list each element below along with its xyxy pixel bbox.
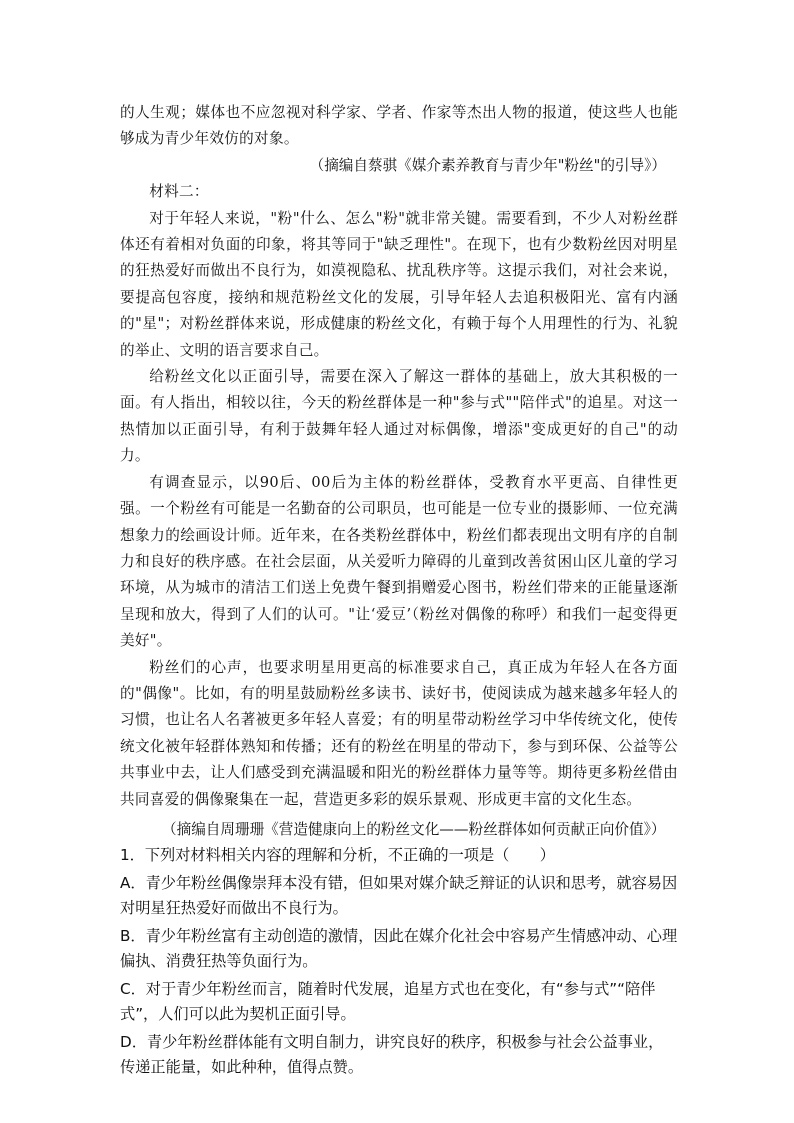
question-block xyxy=(120,843,678,1081)
page-content xyxy=(120,100,678,1081)
question-stem: 1．下列对材料相关内容的理解和分析，不正确的一项是（ ） xyxy=(120,846,555,865)
material1-source: （摘编自蔡骐《媒介素养教育与青少年"粉丝"的引导》） xyxy=(309,156,666,174)
option-b[interactable]: B．青少年粉丝富有主动创造的激情，因此在媒介化社会中容易产生情感冲动、心理偏执、消费狂热等负面行为。 xyxy=(120,926,678,971)
material2-paragraph: 给粉丝文化以正面引导，需要在深入了解这一群体的基础上，放大其积极的一面。有人指出，相较以往，今天的粉丝群体是一种"参与式""陪伴式"的追星。对这一热情加以正面引导，有利于鼓舞年轻人通过对标偶像，增添"变成更好的自己"的动力。 xyxy=(120,368,678,465)
option-a[interactable]: A．青少年粉丝偶像崇拜本没有错，但如果对媒介缺乏辩证的认识和思考，就容易因对明星狂热爱好而做出不良行为。 xyxy=(120,873,678,918)
material1-tail-paragraph: 的人生观；媒体也不应忽视对科学家、学者、作家等杰出人物的报道，使这些人也能够成为青少年效仿的对象。 xyxy=(120,104,678,148)
option-c[interactable]: C．对于青少年粉丝而言，随着时代发展，追星方式也在变化，有“参与式”“陪伴式”，人们可以此为契机正面引导。 xyxy=(120,979,656,1024)
option-d[interactable]: D．青少年粉丝群体能有文明自制力，讲究良好的秩序，积极参与社会公益事业，传递正能量，如此种种，值得点赞。 xyxy=(120,1032,664,1077)
material2-heading: 材料二： xyxy=(149,183,209,201)
material2-paragraph: 粉丝们的心声，也要求明星用更高的标准要求自己，真正成为年轻人在各方面的"偶像"。比如，有的明星鼓励粉丝多读书、读好书，使阅读成为越来越多年轻人的习惯，也让名人名著被更多年轻人喜爱；有的明星带动粉丝学习中华传统文化，使传统文化被年轻群体熟知和传播；还有的粉丝在明星的带动下，参与到环保、公益等公共事业中去，让人们感受到充满温暖和阳光的粉丝群体力量等等。期待更多粉丝借由共同喜爱的偶像聚集在一起，营造更多彩的娱乐景观、形成更丰富的文化生态。 xyxy=(120,658,678,808)
material2-source: （摘编自周珊珊《营造健康向上的粉丝文化——粉丝群体如何贡献正向价值》） xyxy=(162,820,666,838)
material2-paragraph: 对于年轻人来说，"粉"什么、怎么"粉"就非常关键。需要看到，不少人对粉丝群体还有着相对负面的印象，将其等同于"缺乏理性"。在现下，也有少数粉丝因对明星的狂热爱好而做出不良行为，如漠视隐私、扰乱秩序等。这提示我们，对社会来说，要提高包容度，接纳和规范粉丝文化的发展，引导年轻人去追积极阳光、富有内涵的"星"；对粉丝群体来说，形成健康的粉丝文化，有赖于每个人用理性的行为、礼貌的举止、文明的语言要求自己。 xyxy=(120,209,678,359)
material2-paragraph: 有调查显示，以90后、00后为主体的粉丝群体，受教育水平更高、自律性更强。一个粉丝有可能是一名勤奋的公司职员，也可能是一位专业的摄影师、一位充满想象力的绘画设计师。近年来，在各类粉丝群体中，粉丝们都表现出文明有序的自制力和良好的秩序感。在社会层面，从关爱听力障碍的儿童到改善贫困山区儿童的学习环境，从为城市的清洁工们送上免费午餐到捐赠爱心图书，粉丝们带来的正能量逐渐呈现和放大，得到了人们的认可。"让‘爱豆’（粉丝对偶像的称呼）和我们一起变得更美好"。 xyxy=(120,473,678,650)
